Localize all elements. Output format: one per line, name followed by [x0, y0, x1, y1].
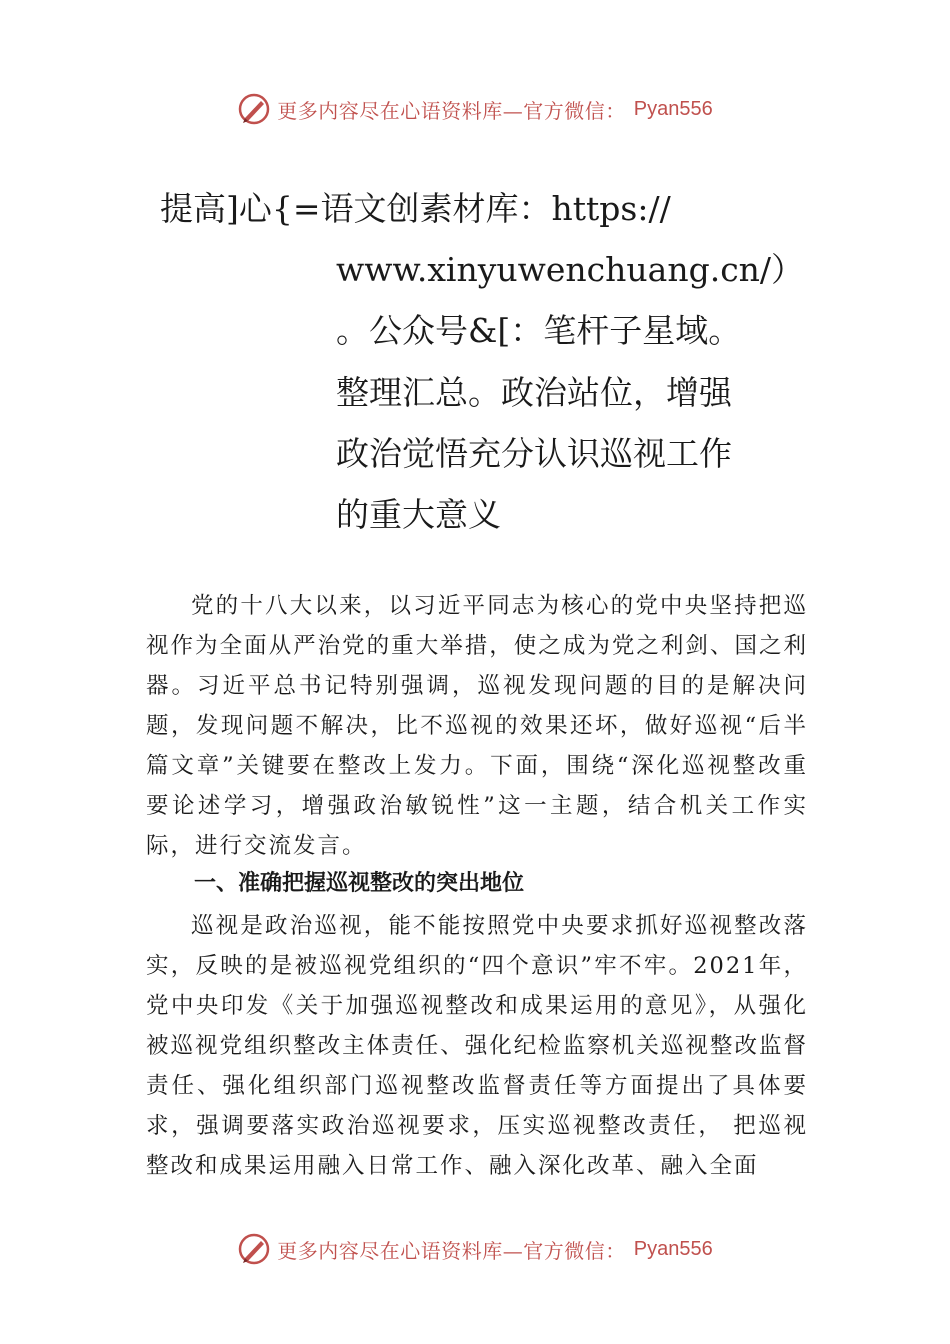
section-heading-1: 一、准确把握巡视整改的突出地位 [194, 871, 525, 896]
title-line-4: 整理汇总。政治站位，增强 [336, 373, 732, 412]
title-line-5: 政治觉悟充分认识巡视工作 [336, 434, 732, 473]
title-line-1: 提高]心{=语文创素材库：https:// [160, 189, 671, 228]
banner-text: 更多内容尽在心语资料库—官方微信： [277, 98, 626, 123]
banner-text: 更多内容尽在心语资料库—官方微信： [277, 1238, 626, 1263]
pen-logo-icon [237, 1232, 271, 1266]
body-paragraph-2: 巡视是政治巡视，能不能按照党中央要求抓好巡视整改落实，反映的是被巡视党组织的“四个意识”牢不牢。2021年，党中央印发《关于加强巡视整改和成果运用的意见》，从强化被巡视党组织整改主体责任、强化纪检监察机关巡视整改监督责任、强化组织部门巡视整改监督责任等方面提出了具体要求，强调要落实政治巡视要求，压实巡视整改责任， 把巡视整改和成果运用融入日常工作、融入深化改革、融入全面 [146, 913, 808, 1179]
banner-wechat-id: Pyan556 [633, 1237, 713, 1260]
pen-logo-icon [237, 92, 271, 126]
title-line-2: www.xinyuwenchuang.cn/） [336, 250, 805, 289]
banner-wechat-id: Pyan556 [633, 97, 713, 120]
title-line-3: 。公众号&[：笔杆子星域。 [336, 311, 742, 350]
footer-banner [0, 1232, 950, 1266]
title-line-6: 的重大意义 [336, 495, 501, 534]
body-paragraph-1: 党的十八大以来，以习近平同志为核心的党中央坚持把巡视作为全面从严治党的重大举措，使之成为党之利剑、国之利器。习近平总书记特别强调，巡视发现问题的目的是解决问题，发现问题不解决，比不巡视的效果还坏，做好巡视“后半篇文章”关键要在整改上发力。下面，围绕“深化巡视整改重要论述学习，增强政治敏锐性”这一主题，结合机关工作实际，进行交流发言。 [146, 593, 808, 859]
header-banner [0, 92, 950, 126]
